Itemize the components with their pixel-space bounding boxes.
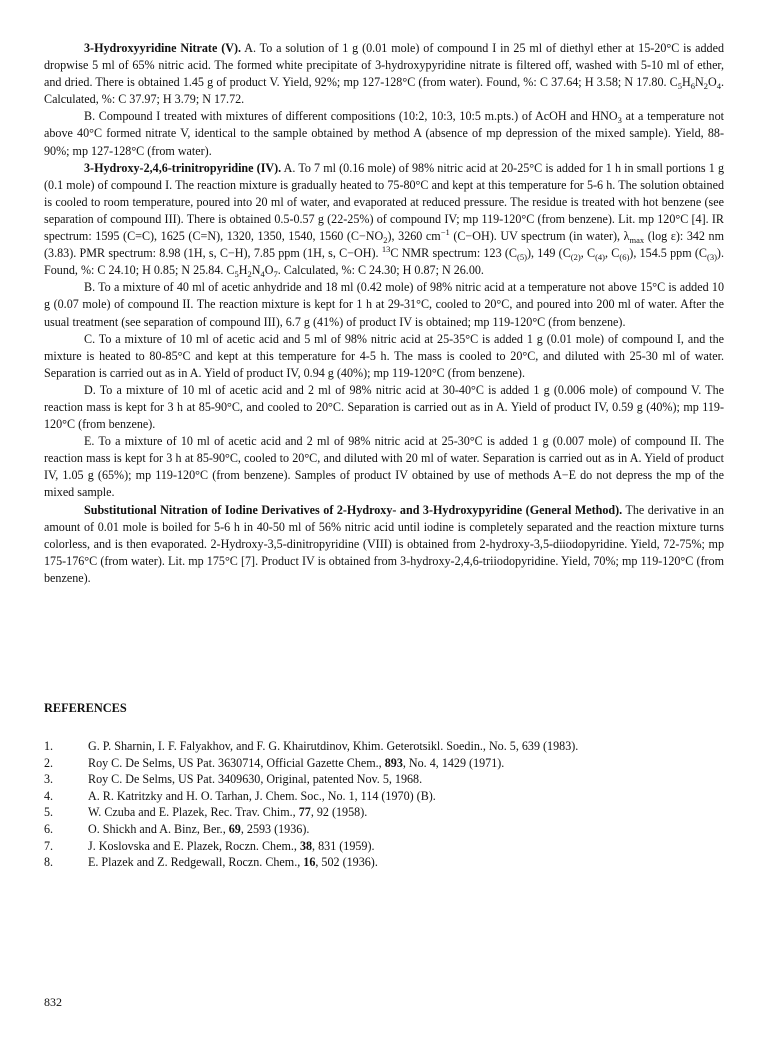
- reference-item: [44, 804, 724, 821]
- paragraph: [44, 108, 724, 159]
- reference-number: 8.: [44, 855, 54, 870]
- reference-item: [44, 738, 724, 755]
- text-run: at a temperature not above 40°C formed nitrate V, identical to the sample obtained by method A (absence of mp depression of the mixed sample). Yield, 88-90%; mp 127-128°C (from water).: [44, 109, 724, 158]
- text-run: N: [695, 75, 704, 90]
- subscript: 6: [690, 81, 695, 92]
- paragraph: [44, 160, 724, 280]
- text-run: , 831 (1959).: [312, 838, 375, 853]
- reference-number: 1.: [44, 739, 54, 753]
- subscript: (3): [707, 252, 717, 263]
- reference-text: [88, 804, 367, 821]
- bold-run: 893: [384, 755, 403, 770]
- reference-number: 5.: [44, 805, 54, 820]
- bold-run: 38: [299, 838, 313, 853]
- text-run: ), 3260 cm: [387, 229, 441, 244]
- text-run: A. To a solution of 1 g (0.01 mole) of compound I in 25 ml of diethyl ether at 15-20°C is added dropwise 5 ml of 65% nitric acid. The formed white precipitate of 3-hydroxypyridine nitrate is filtered off, washed with 5-10 ml of ether, and dried. There is obtained 1.45 g of product V. Yield, 92%; mp 127-128°C (from water). Found, %: C 37.64; H 3.58; N 17.80. C: [44, 41, 724, 90]
- text-run: E. Plazek and Z. Redgewall, Roczn. Chem.,: [88, 855, 304, 870]
- reference-item: [44, 821, 724, 838]
- reference-item: [44, 771, 724, 788]
- subscript: 5: [677, 81, 683, 92]
- subscript: 2: [703, 81, 708, 92]
- subscript: 5: [234, 269, 239, 280]
- superscript: −1: [440, 227, 450, 238]
- page-number: 832: [44, 995, 62, 1009]
- paragraph: [44, 502, 724, 587]
- text-run: Roy C. De Selms, US Pat. 3630714, Official Gazette Chem.,: [88, 755, 385, 770]
- text-run: O. Shickh and A. Binz, Ber.,: [88, 821, 229, 836]
- text-run: A. To 7 ml (0.16 mole) of 98% nitric acid at 20-25°C is added for 1 h in small portions 1 g (0.1 mole) of compound I. The reaction mixture is gradually heated to 75-80°C and kept at this temperature for 5-6 h. The solution obtained is cooled to room temperature, poured into 20 ml of water, and evaporated at reduced pressure. The residue is treated with hot benzene (see separation of compound III). There is obtained 0.5-0.57 g (22-25%) of compound IV; mp 119-120°C (from benzene). Lit. mp 120°C [4]. IR spectrum: 1595 (C=C), 1625 (C=N), 1320, 1350, 1540, 1560 (C−NO: [44, 160, 724, 244]
- paragraph: [44, 433, 724, 501]
- reference-item: [44, 788, 724, 805]
- text-run: (C−OH). UV spectrum (in water), λ: [449, 229, 630, 244]
- reference-text: [88, 821, 309, 838]
- references-heading: REFERENCES: [44, 701, 127, 715]
- text-run: The derivative in an amount of 0.01 mole is boiled for 5-6 h in 40-50 ml of 56% nitric acid until iodine is completely separated and the reaction mixture turns colorless, and is then evaporated. 2-Hydroxy-3,5-dinitropyridine (VIII) is obtained from 2-hydroxy-3,5-diiodopyridine. Yield, 72-75%; mp 175-176°C (from water). Lit. mp 175°C [7]. Product IV is obtained from 3-hydroxy-2,4,6-triiodopyridine. Yield, 70%; mp 119-120°C (from benzene).: [44, 502, 724, 585]
- bold-run: Substitutional Nitration of Iodine Derivatives of 2-Hydroxy- and 3-Hydroxypyridine (General Method).: [84, 502, 623, 517]
- text-run: O: [264, 263, 274, 278]
- text-run: C NMR spectrum: 123 (C: [390, 246, 518, 261]
- reference-text: [88, 738, 578, 755]
- subscript: (4): [595, 252, 605, 263]
- subscript: 3: [617, 115, 622, 126]
- paragraph: [44, 279, 724, 330]
- text-run: , No. 4, 1429 (1971).: [402, 755, 505, 770]
- text-run: D. To a mixture of 10 ml of acetic acid and 2 ml of 98% nitric acid at 30-40°C is added 1 g (0.006 mole) of compound V. The reaction mass is kept for 3 h at 85-90°C, and cooled to 20°C. Separation is carried out as in A. Yield of product IV, 0.59 g (40%); mp 119-120°C (from benzene).: [44, 382, 724, 432]
- reference-number: 3.: [44, 772, 54, 787]
- paragraph: [44, 40, 724, 108]
- subscript: (2): [570, 252, 581, 263]
- paragraph: [44, 382, 724, 433]
- text-run: , 92 (1958).: [310, 805, 368, 820]
- bold-run: 77: [298, 805, 311, 820]
- text-run: H: [682, 75, 691, 90]
- bold-run: 3-Hydroxy-2,4,6-trinitropyridine (IV).: [84, 160, 282, 175]
- references-list: [44, 738, 724, 871]
- text-run: (log ε): 342 nm (3.83). PMR spectrum: 8.98 (1H, s, C−H), 7.85 ppm (1H, s, C−OH).: [44, 229, 725, 261]
- reference-item: [44, 755, 724, 772]
- text-run: J. Koslovska and E. Plazek, Roczn. Chem.,: [88, 838, 300, 853]
- reference-text: [88, 788, 436, 805]
- subscript: 4: [716, 81, 721, 92]
- superscript: 13: [381, 244, 391, 255]
- text-run: , 502 (1936).: [315, 855, 378, 870]
- text-run: . Calculated, %: C 24.30; H 0.87; N 26.00.: [277, 263, 484, 278]
- text-run: O: [707, 75, 717, 90]
- subscript: 4: [260, 269, 265, 280]
- subscript: (6): [619, 252, 630, 263]
- text-run: E. To a mixture of 10 ml of acetic acid and 2 ml of 98% nitric acid at 25-30°C is added 1 g (0.007 mole) of compound II. The reaction mass is kept for 3 h at 85-90°C, cooled to 20°C, and diluted with 20 ml of water. Separation is carried out as in A. Yield of product IV, 1.05 g (65%); mp 119-120°C (from benzene). Samples of product IV obtained by use of methods A−E do not depress the mp of the mixed sample.: [44, 434, 724, 500]
- bold-run: 16: [303, 855, 316, 870]
- experimental-section: [44, 40, 724, 587]
- text-run: ), 149 (C: [526, 246, 571, 261]
- paragraph: [44, 331, 724, 382]
- bold-run: 69: [228, 821, 241, 836]
- text-run: W. Czuba and E. Plazek, Rec. Trav. Chim.,: [88, 805, 299, 820]
- reference-number: 6.: [44, 821, 54, 836]
- text-run: Roy C. De Selms, US Pat. 3409630, Original, patented Nov. 5, 1968.: [88, 772, 423, 787]
- text-run: G. P. Sharnin, I. F. Falyakhov, and F. G. Khairutdinov, Khim. Geterotsikl. Soedin., No. 5, 639 (1983).: [88, 739, 579, 753]
- reference-item: [44, 838, 724, 855]
- text-run: ), 154.5 ppm (C: [629, 246, 707, 261]
- subscript: max: [629, 235, 645, 246]
- text-run: C. To a mixture of 10 ml of acetic acid and 5 ml of 98% nitric acid at 25-35°C is added 1 g (0.01 mole) of compound I, and the mixture is heated to 80-85°C and kept at this temperature for 4-5 h. The mass is cooled to 20°C, and diluted with 25-30 ml of water. Separation is carried out as in A. Yield of product IV, 0.94 g (40%); mp 119-120°C (from benzene).: [44, 331, 724, 380]
- bold-run: 3-Hydroxyyridine Nitrate (V).: [84, 41, 242, 55]
- subscript: (5): [517, 252, 527, 263]
- text-run: N: [251, 263, 261, 278]
- text-run: H: [238, 263, 248, 278]
- text-run: A. R. Katritzky and H. O. Tarhan, J. Chem. Soc., No. 1, 114 (1970) (B).: [88, 788, 436, 803]
- subscript: 7: [273, 269, 278, 280]
- reference-number: 2.: [44, 755, 54, 770]
- reference-number: 7.: [44, 838, 54, 853]
- text-run: , C: [605, 246, 620, 261]
- reference-text: [88, 854, 378, 871]
- subscript: 2: [247, 269, 252, 280]
- text-run: B. Compound I treated with mixtures of different compositions (10:2, 10:3, 10:5 m.pts.) of AcOH and HNO: [84, 109, 618, 124]
- reference-text: [88, 755, 504, 772]
- text-run: . Calculated, %: C 37.97; H 3.79; N 17.72.: [44, 75, 724, 107]
- text-run: , C: [580, 246, 596, 261]
- subscript: 2: [383, 235, 388, 246]
- reference-text: [88, 838, 375, 855]
- reference-number: 4.: [44, 788, 54, 803]
- text-run: B. To a mixture of 40 ml of acetic anhydride and 18 ml (0.42 mole) of 98% nitric acid at a temperature not above 15°C is added 10 g (0.07 mole) of compound II. The reaction mixture is kept for 1 h at 29-31°C, cooled to 20°C, and poured into 200 ml of water. After the usual treatment (see separation of compound III), 6.7 g (41%) of product IV is obtained; mp 119-120°C (from benzene).: [44, 280, 724, 329]
- text-run: ). Found, %: C 24.10; H 0.85; N 25.84. C: [44, 246, 724, 278]
- reference-text: [88, 771, 422, 788]
- text-run: , 2593 (1936).: [240, 821, 310, 836]
- reference-item: [44, 854, 724, 871]
